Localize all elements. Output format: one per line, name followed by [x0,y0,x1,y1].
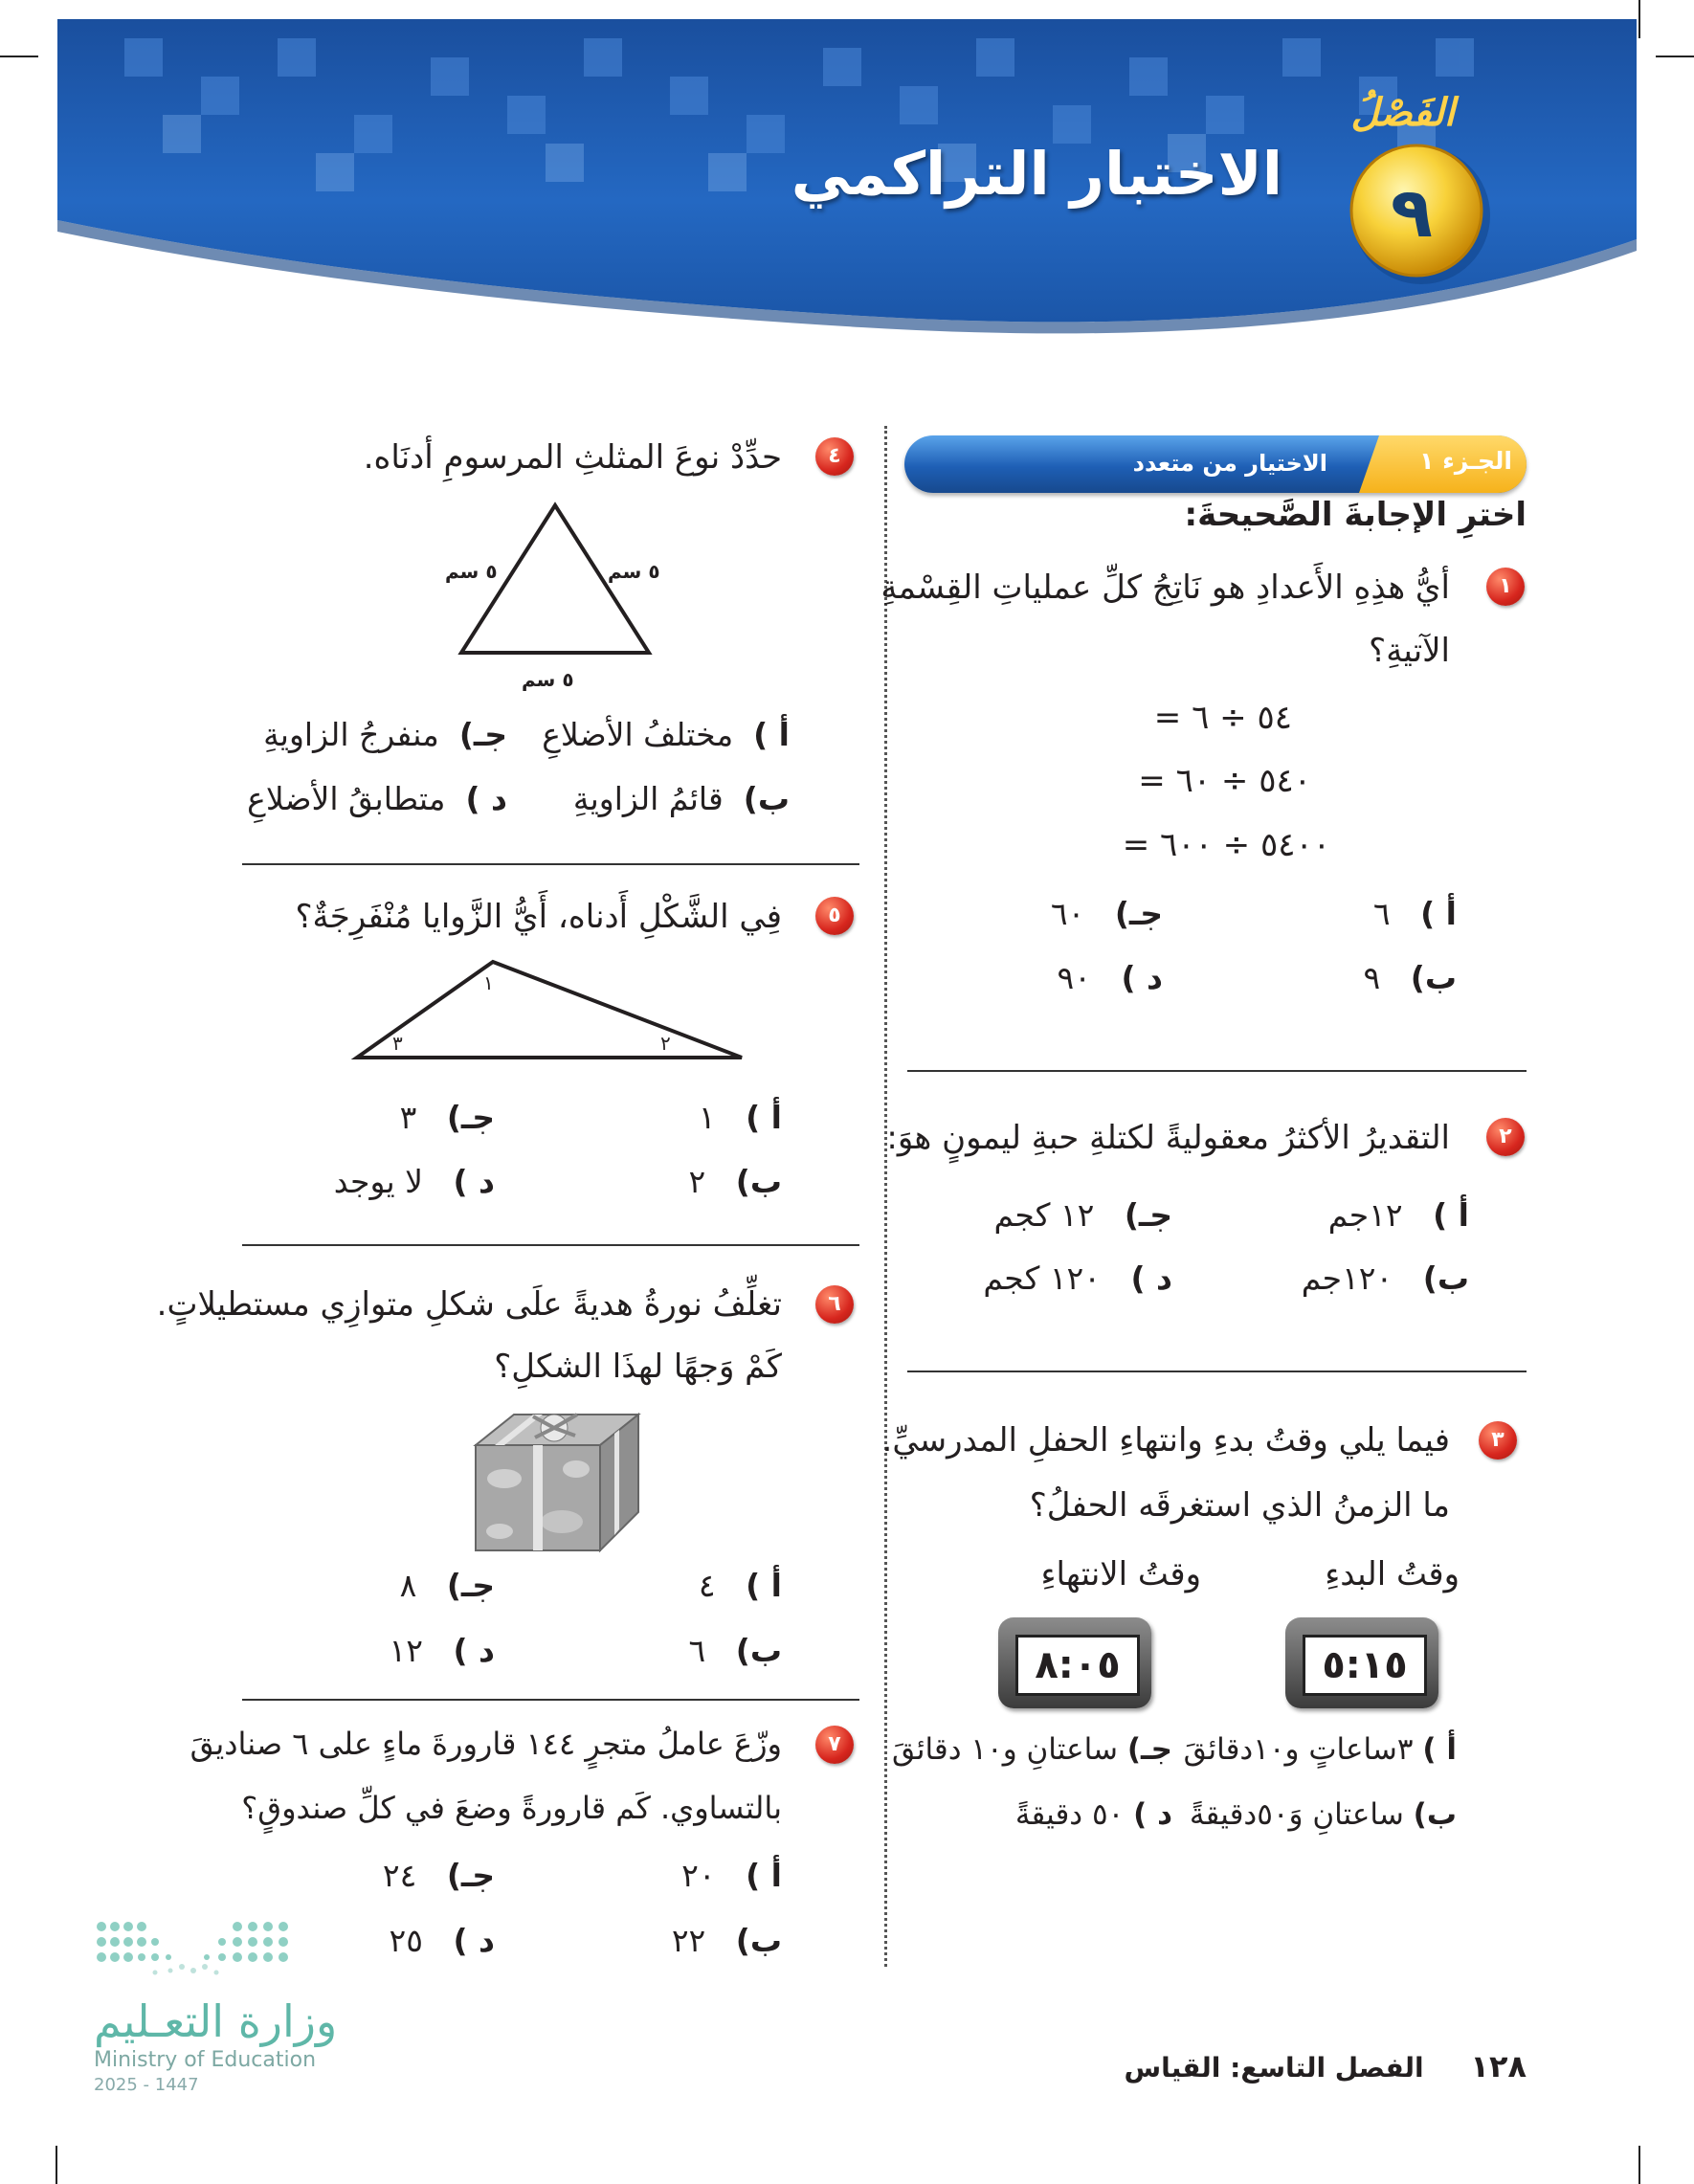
option-a[interactable]: أ ) ٤ [698,1567,782,1604]
start-time-label: وقتُ البدءِ [1325,1555,1460,1593]
option-c[interactable]: جـ) ساعتانِ و١٠ دقائقَ [892,1732,1172,1767]
option-a[interactable]: أ ) ٦ [1372,895,1457,932]
end-time-label: وقتُ الانتهاءِ [1040,1555,1201,1593]
option-b[interactable]: ب) ٢٢ [671,1922,782,1959]
side-label: ٥ سم [522,668,574,691]
option-d[interactable]: د ) لا يوجد [333,1163,495,1200]
instructions: اخترِ الإجابةَ الصَّحيحةَ: [1184,496,1527,534]
question-number-badge: ٥ [815,897,854,935]
ministry-logo-arabic: وزارة التعـليم [94,1995,338,2047]
end-clock [998,1617,1151,1708]
footer-chapter-topic: القياس [1124,2052,1221,2084]
option-c[interactable]: جـ) ١٢ كجم [993,1196,1172,1234]
part-title: الاختيار من متعدد [1132,450,1327,477]
section-bar [904,435,1527,493]
page-title: الاختبار التراكمي [791,139,1282,209]
option-a[interactable]: أ ) ١ [698,1099,782,1136]
question-number-badge: ٢ [1486,1118,1525,1156]
divider [907,1371,1527,1372]
option-d[interactable]: د ) ٩٠ [1057,959,1163,996]
question-number-badge: ٤ [815,437,854,476]
column-divider [884,426,887,1967]
q4-text: حدِّدْ نوعَ المثلثِ المرسومِ أدنَاه. [363,438,782,477]
crop-mark [56,2146,57,2184]
q1-text-line2: الآتيةِ؟ [1369,632,1450,670]
q1-equation: ٥٤٠ ÷ ٦٠ = [1138,762,1311,800]
q7-text-line1: وزّعَ عاملُ متجرٍ ١٤٤ قارورةَ ماءٍ على ٦ صناديقَ [189,1726,782,1762]
option-c[interactable]: جـ) ٦٠ [1050,895,1163,932]
q6-text-line1: تغلِّفُ نورةُ هديةً علَى شكلِ متوازِي مستطيلاتٍ. [156,1285,782,1324]
q7-text-line2: بالتساوي. كَم قارورةً وضعَ في كلِّ صندوقٍ؟ [241,1790,782,1826]
q2-text: التقديرُ الأكثرُ معقوليةً لكتلةِ حبةِ ليمونٍ هوَ: [886,1119,1450,1157]
divider [907,1070,1527,1072]
question-number-badge: ٧ [815,1726,854,1764]
option-a[interactable]: أ ) ٢٠ [681,1857,782,1894]
q3-text-line2: ما الزمنُ الذي استغرقَه الحفلُ؟ [1029,1486,1450,1525]
option-b[interactable]: ب) ٢ [688,1163,782,1200]
option-d[interactable]: د ) ٥٠ دقيقةً [1014,1797,1172,1832]
obtuse-triangle [349,952,751,1067]
q1-text-line1: أيُّ هذِهِ الأَعدادِ هو نَاتِجُ كلِّ عملياتِ القِسْمةِ [880,568,1450,607]
divider [242,1699,859,1701]
option-c[interactable]: جـ) ٢٤ [382,1857,495,1894]
q6-text-line2: كَمْ وَجهًا لهذَا الشكلِ؟ [494,1348,782,1386]
chapter-number: ٩ [1391,172,1433,253]
angle-label: ٣ [392,1032,403,1055]
angle-label: ٢ [660,1032,671,1055]
angle-label: ١ [483,971,494,994]
ministry-logo-dots [94,1917,300,1984]
start-clock [1285,1617,1438,1708]
side-label: ٥ سم [445,560,498,583]
option-b[interactable]: ب) ١٢٠جم [1301,1259,1469,1297]
q1-equation: ٥٤ ÷ ٦ = [1153,699,1292,737]
option-a[interactable]: أ ) ١٢جم [1327,1196,1469,1234]
footer [1125,2048,1527,2084]
q5-text: فِي الشَّكْلِ أَدناه، أَيُّ الزَّوايا مُنْفَرِجَةٌ؟ [295,898,782,936]
option-c[interactable]: جـ) ٣ [399,1099,495,1136]
option-b[interactable]: ب) ساعتانِ وَ٥٠دقيقةً [1189,1797,1457,1832]
divider [242,863,859,865]
ministry-logo-year: 2025 - 1447 [94,2075,199,2095]
start-clock-display: ٥:١٥ [1303,1635,1427,1696]
option-b[interactable]: ب) ٦ [688,1632,782,1669]
part-label: الجـزء ١ [1419,447,1512,475]
q3-text-line1: فيما يلي وقتُ بدءِ وانتهاءِ الحفلِ المدرسيِّ. [881,1421,1450,1460]
footer-chapter-label: الفصل التاسع: [1230,2052,1424,2084]
option-d[interactable]: د ) متطابقُ الأضلاعِ [247,780,507,817]
question-number-badge: ٣ [1479,1421,1517,1460]
chapter-word: الفَصْلُ [1350,91,1455,135]
option-c[interactable]: جـ) منفرجُ الزاويةِ [263,716,507,753]
option-a[interactable]: أ ) مختلفُ الأضلاعِ [542,716,790,753]
option-d[interactable]: د ) ١٢٠ كجم [983,1259,1172,1297]
option-b[interactable]: ب) ٩ [1363,959,1457,996]
side-label: ٥ سم [608,560,660,583]
question-number-badge: ٦ [815,1285,854,1324]
option-b[interactable]: ب) قائمُ الزاويةِ [572,780,790,817]
question-number-badge: ١ [1486,568,1525,606]
ministry-logo-english: Ministry of Education [94,2048,317,2072]
end-clock-display: ٨:٠٥ [1015,1635,1140,1696]
option-d[interactable]: د ) ١٢ [389,1632,495,1669]
divider [242,1244,859,1246]
q1-equation: ٥٤٠٠ ÷ ٦٠٠ = [1122,826,1330,864]
option-c[interactable]: جـ) ٨ [399,1567,495,1604]
gift-box-image [466,1407,643,1555]
page-number: ١٢٨ [1470,2048,1527,2084]
crop-mark [1638,2146,1640,2184]
option-a[interactable]: أ ) ٣ساعاتٍ و١٠دقائقَ [1183,1732,1457,1767]
option-d[interactable]: د ) ٢٥ [389,1922,495,1959]
